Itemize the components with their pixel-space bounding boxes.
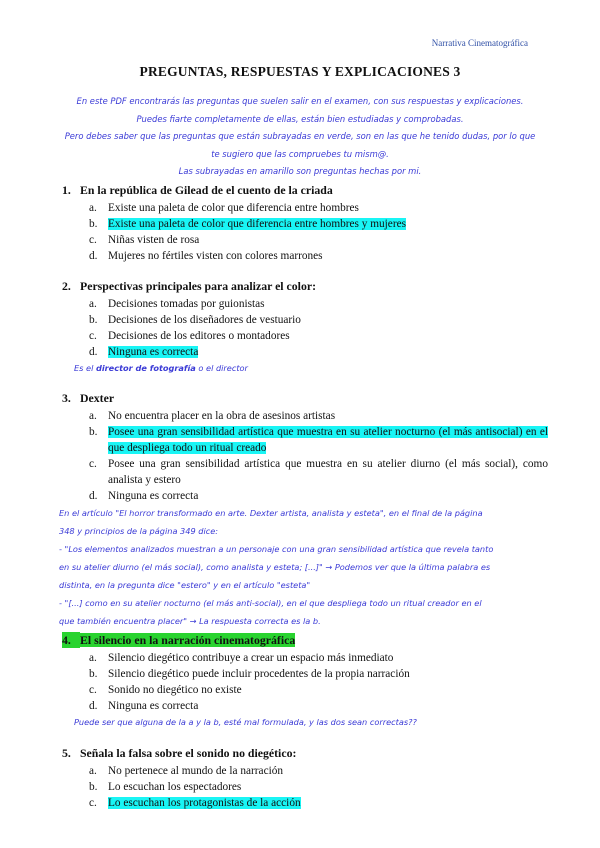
options-list: [62, 200, 548, 264]
option-a: a. Silencio diegético contribuye a crear un espacio más inmediato: [89, 652, 394, 664]
option-c: c. Posee una gran sensibilidad artística que muestra en su atelier diurno (el más social), como analista y estero: [89, 458, 548, 486]
option-a: a. No pertenece al mundo de la narración: [89, 765, 284, 777]
options-list: [62, 763, 548, 811]
question-title: 2. Perspectivas principales para analizar el color:: [62, 279, 317, 293]
option-d: d. Ninguna es correcta: [89, 700, 199, 712]
question-5: [62, 745, 548, 811]
intro-line: Pero debes saber que las preguntas que están subrayadas en verde, son en las que he tenido dudas, por lo que: [64, 131, 536, 141]
question-number: 2.: [62, 279, 71, 293]
question-title-doubtful: 4. El silencio en la narración cinematográfica: [62, 633, 296, 647]
question-number: 5.: [62, 746, 71, 760]
option-d: d. Ninguna es correcta: [89, 490, 199, 502]
intro-line: Las subrayadas en amarillo son preguntas hechas por mi.: [178, 166, 422, 176]
option-a: a. Existe una paleta de color que diferencia entre hombres: [89, 202, 359, 214]
question-title: 1. En la república de Gilead de el cuento de la criada: [62, 183, 333, 197]
option-b: b. Silencio diegético puede incluir procedentes de la propia narración: [89, 668, 410, 680]
question-2: [62, 278, 548, 378]
option-c: c. Decisiones de los editores o montadores: [89, 330, 290, 342]
option-c: c. Niñas visten de rosa: [89, 234, 200, 246]
question-4: [62, 632, 548, 732]
question-number: 4.: [62, 632, 80, 648]
intro-line: En este PDF encontrarás las preguntas que suelen salir en el examen, con sus respuestas y explicaciones.: [76, 96, 524, 106]
question-title: 3. Dexter: [62, 391, 115, 405]
option-c: c. Sonido no diegético no existe: [89, 684, 242, 696]
option-b-correct: b. Posee una gran sensibilidad artística que muestra en su atelier nocturno (el más antisocial) en el que despliega todo un ritual creado: [89, 426, 548, 454]
intro-line: te sugiero que las compruebes tu mism@.: [211, 148, 389, 159]
page-title: PREGUNTAS, RESPUESTAS Y EXPLICACIONES 3: [139, 64, 461, 79]
question-title: 5. Señala la falsa sobre el sonido no diegético:: [62, 746, 297, 760]
document-header: Narrativa Cinematográfica: [431, 38, 528, 48]
option-b-correct: b. Existe una paleta de color que diferencia entre hombres y mujeres: [89, 218, 406, 230]
question-3: [59, 390, 548, 630]
options-list: [62, 408, 548, 504]
option-d: d. Mujeres no fértiles visten con colores marrones: [89, 250, 323, 262]
option-d-correct: d. Ninguna es correcta: [89, 346, 199, 358]
explanation-note: Puede ser que alguna de la a y la b, esté mal formulada, y las dos sean correctas??: [74, 717, 417, 727]
intro-note: [30, 93, 570, 181]
question-1: [62, 182, 548, 264]
options-list: [62, 296, 548, 360]
explanation-note: Es el director de fotografía o el director: [74, 363, 248, 373]
question-number: 3.: [62, 391, 71, 405]
option-a: a. No encuentra placer en la obra de asesinos artistas: [89, 410, 336, 422]
option-b: b. Decisiones de los diseñadores de vestuario: [89, 314, 301, 326]
option-a: a. Decisiones tomadas por guionistas: [89, 298, 265, 310]
option-b: b. Lo escuchan los espectadores: [89, 781, 242, 793]
question-number: 1.: [62, 183, 71, 197]
intro-line: Puedes fiarte completamente de ellas, están bien estudiadas y comprobadas.: [136, 113, 464, 124]
option-c-correct: c. Lo escuchan los protagonistas de la acción: [89, 797, 301, 809]
explanation-note: En el artículo "El horror transformado en arte. Dexter artista, analista y esteta", en el final de la página 348 y principios de la página 349 dice: - "Los elementos analizados muestran a un personaje con una gran sensibilidad artística que revela tanto en su atelier diurno (el más social), como analista y esteta; [...]" → Podemos ver que la última palabra es distinta, en la pregunta dice "estero" y en el artículo "esteta" - "[...] como en su atelier nocturno (el más anti-social), en el que despliega todo un ritual creador en el que también encuentra placer" → La respuesta correcta es la b.: [59, 508, 494, 626]
options-list: [62, 650, 548, 714]
